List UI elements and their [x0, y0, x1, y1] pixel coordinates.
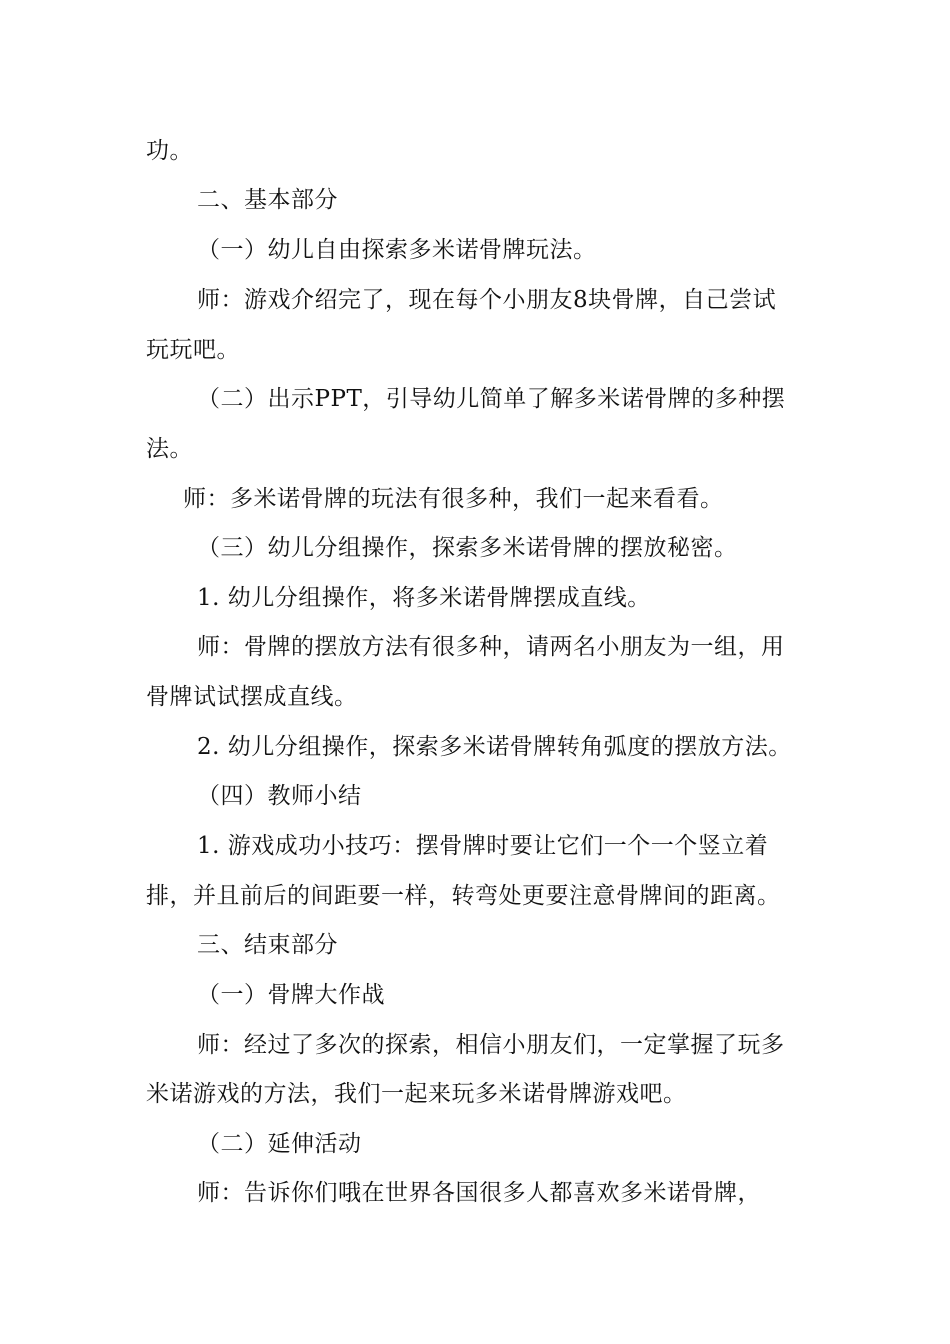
text-line: 师：经过了多次的探索，相信小朋友们，一定掌握了玩多 — [197, 1032, 785, 1058]
list-item: 1. 幼儿分组操作，将多米诺骨牌摆成直线。 — [197, 585, 651, 611]
text-line: 师：告诉你们哦在世界各国很多人都喜欢多米诺骨牌， — [197, 1180, 761, 1206]
subsection-heading: （二）出示PPT，引导幼儿简单了解多米诺骨牌的多种摆 — [197, 386, 786, 412]
text-line: 功。 — [146, 138, 193, 164]
subsection-heading: （二）延伸活动 — [197, 1131, 362, 1157]
text-line: 师：骨牌的摆放方法有很多种，请两名小朋友为一组，用 — [197, 634, 785, 660]
text-line: 米诺游戏的方法，我们一起来玩多米诺骨牌游戏吧。 — [146, 1081, 687, 1107]
list-item: 1. 游戏成功小技巧：摆骨牌时要让它们一个一个竖立着 — [197, 833, 769, 859]
section-heading: 三、结束部分 — [197, 932, 338, 958]
text-line: 玩玩吧。 — [146, 337, 240, 363]
text-line: 排，并且前后的间距要一样，转弯处更要注意骨牌间的距离。 — [146, 883, 781, 909]
list-item: 2. 幼儿分组操作，探索多米诺骨牌转角弧度的摆放方法。 — [197, 734, 792, 760]
text-line: 师：游戏介绍完了，现在每个小朋友8块骨牌，自己尝试 — [197, 287, 777, 313]
subsection-heading: （四）教师小结 — [197, 783, 362, 809]
section-heading: 二、基本部分 — [197, 187, 338, 213]
subsection-heading: （三）幼儿分组操作，探索多米诺骨牌的摆放秘密。 — [197, 535, 738, 561]
subsection-heading: （一）骨牌大作战 — [197, 982, 385, 1008]
subsection-heading: （一）幼儿自由探索多米诺骨牌玩法。 — [197, 237, 597, 263]
text-line: 师：多米诺骨牌的玩法有很多种，我们一起来看看。 — [183, 486, 724, 512]
text-line: 法。 — [146, 436, 193, 462]
text-line: 骨牌试试摆成直线。 — [146, 684, 358, 710]
